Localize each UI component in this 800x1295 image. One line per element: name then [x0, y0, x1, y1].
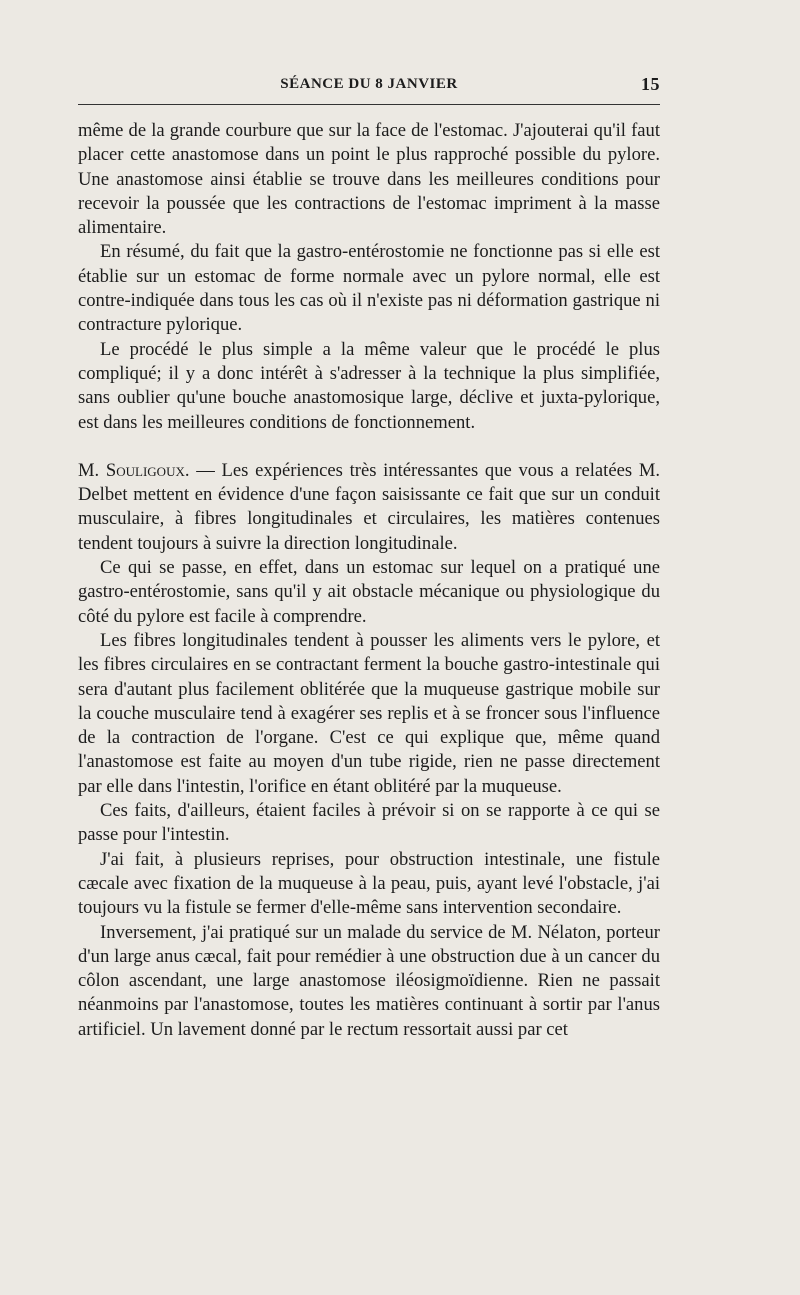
- running-head: [78, 72, 660, 98]
- paragraph: même de la grande courbure que sur la face de l'estomac. J'ajouterai qu'il faut placer cette anastomose dans un point le plus rapproché possible du pylore. Une anastomose ainsi établie se trouve dans les meilleures conditions pour recevoir la poussée que les contractions de l'estomac impriment à la masse alimentaire.: [78, 120, 660, 239]
- body-text: [78, 119, 660, 1042]
- header-rule: [78, 104, 660, 105]
- paragraph: Inversement, j'ai pratiqué sur un malade du service de M. Nélaton, porteur d'un large anus cæcal, fait pour remédier à une obstruction due à un cancer du côlon ascendant, une large anastomose iléosigmoïdienne. Rien ne passait néanmoins par l'anastomose, toutes les matières continuant à sortir par l'anus artificiel. Un lavement donné par le rectum ressortait aussi par cet: [78, 921, 660, 1040]
- paragraph: J'ai fait, à plusieurs reprises, pour obstruction intestinale, une fistule cæcale avec fixation de la muqueuse à la peau, puis, ayant levé l'obstacle, j'ai toujours vu la fistule se fermer d'elle-même sans intervention secondaire.: [78, 848, 660, 919]
- speaker-text: — Les expériences très intéressantes que vous a relatées M. Delbet mettent en évidence d'une façon saisissante ce fait que sur un conduit musculaire, à fibres longitudinales et circulaires, les matières contenues tendent toujours à suivre la direction longitudinale.: [78, 459, 660, 554]
- paragraph: Ce qui se passe, en effet, dans un estomac sur lequel on a pratiqué une gastro-entérostomie, sans qu'il y ait obstacle mécanique ou physiologique du côté du pylore est facile à comprendre.: [78, 557, 660, 627]
- speaker-name: M. Souligoux.: [78, 459, 190, 481]
- page-number: 15: [641, 74, 660, 94]
- paragraph: Les fibres longitudinales tendent à pousser les aliments vers le pylore, et les fibres circulaires en se contractant ferment la bouche gastro-intestinale qui sera d'autant plus facilement oblitérée que la muqueuse gastrique mobile sur la couche musculaire tend à exagérer ses replis et à se froncer sous l'influence de la contraction de l'organe. C'est ce qui explique que, même quand l'anastomose est faite au moyen d'un tube rigide, rien ne passe directement par elle dans l'intestin, l'orifice en étant oblitéré par la muqueuse.: [78, 629, 660, 797]
- running-title: SÉANCE DU 8 JANVIER: [280, 76, 458, 92]
- paragraph: En résumé, du fait que la gastro-entérostomie ne fonctionne pas si elle est établie sur un estomac de forme normale avec un pylore normal, elle est contre-indiquée dans tous les cas où il n'existe pas ni déformation gastrique ni contracture pylorique.: [78, 241, 660, 336]
- speaker-paragraph: [78, 459, 660, 556]
- paragraph: Ces faits, d'ailleurs, étaient faciles à prévoir si on se rapporte à ce qui se passe pour l'intestin.: [78, 800, 660, 846]
- paragraph: Le procédé le plus simple a la même valeur que le procédé le plus compliqué; il y a donc intérêt à s'adresser à la technique la plus simplifiée, sans oublier qu'une bouche anastomosique large, déclive et juxta-pylorique, est dans les meilleures conditions de fonctionnement.: [78, 338, 660, 433]
